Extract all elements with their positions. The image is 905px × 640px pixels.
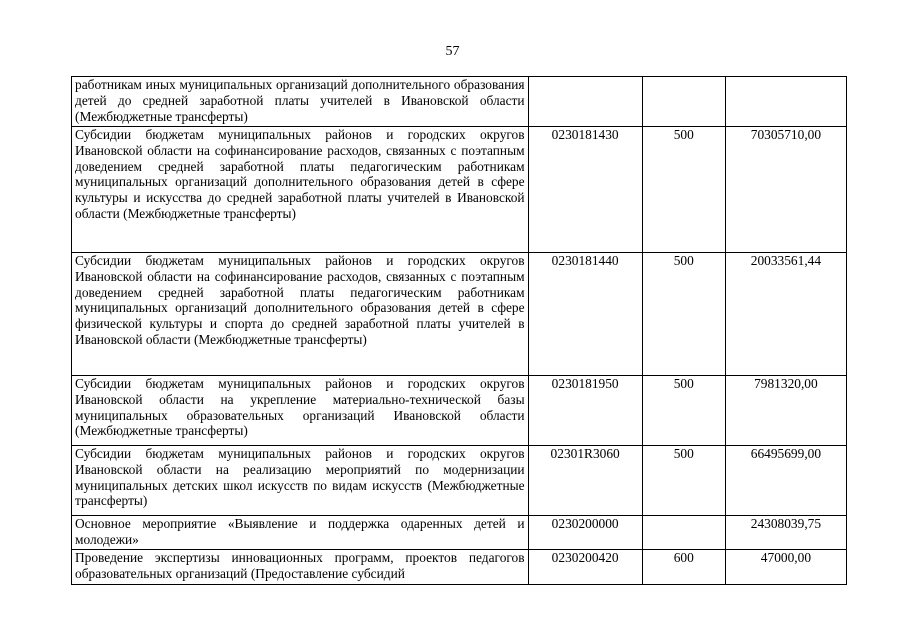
row-sum-cell: 24308039,75 [725,516,846,550]
row-code-cell: 0230181440 [528,253,642,376]
row-sum-cell [725,77,846,127]
row-code-cell: 0230200420 [528,550,642,585]
row-type-cell: 500 [642,376,725,446]
row-code-cell: 0230181430 [528,127,642,253]
row-type-cell: 500 [642,446,725,516]
row-type-cell: 500 [642,253,725,376]
row-sum-cell: 66495699,00 [725,446,846,516]
budget-table [71,76,847,585]
row-name-cell: Основное мероприятие «Выявление и поддержка одаренных детей и молодежи» [72,516,529,550]
row-code-cell: 0230200000 [528,516,642,550]
row-sum-cell: 7981320,00 [725,376,846,446]
row-sum-cell: 70305710,00 [725,127,846,253]
row-name-cell: Субсидии бюджетам муниципальных районов и городских округов Ивановской области на укрепление материально-технической базы муниципальных образовательных организаций Ивановской области (Межбюджетные трансферты) [72,376,529,446]
page-number: 57 [445,44,460,59]
table-row [72,253,847,376]
row-name-cell: Субсидии бюджетам муниципальных районов и городских округов Ивановской области на софинансирование расходов, связанных с поэтапным доведением средней заработной платы педагогическим работникам муниципальных организаций дополнительного образования детей в сфере физической культуры и спорта до средней заработной платы учителей в Ивановской области (Межбюджетные трансферты) [72,253,529,376]
table-row [72,77,847,127]
row-code-cell: 02301R3060 [528,446,642,516]
table-row [72,446,847,516]
row-type-cell [642,77,725,127]
row-sum-cell: 20033561,44 [725,253,846,376]
row-name-cell: работникам иных муниципальных организаций дополнительного образования детей до средней заработной платы учителей в Ивановской области (Межбюджетные трансферты) [72,77,529,127]
row-code-cell [528,77,642,127]
row-type-cell: 500 [642,127,725,253]
row-code-cell: 0230181950 [528,376,642,446]
row-name-cell: Проведение экспертизы инновационных программ, проектов педагогов образовательных организаций (Предоставление субсидий [72,550,529,585]
row-sum-cell: 47000,00 [725,550,846,585]
row-type-cell: 600 [642,550,725,585]
row-name-cell: Субсидии бюджетам муниципальных районов и городских округов Ивановской области на реализацию мероприятий по модернизации муниципальных детских школ искусств по видам искусств (Межбюджетные трансферты) [72,446,529,516]
row-name-cell: Субсидии бюджетам муниципальных районов и городских округов Ивановской области на софинансирование расходов, связанных с поэтапным доведением средней заработной платы педагогическим работникам муниципальных организаций дополнительного образования детей в сфере культуры и искусства до средней заработной платы учителей в Ивановской области (Межбюджетные трансферты) [72,127,529,253]
table-row [72,550,847,585]
table-row [72,376,847,446]
table-row [72,516,847,550]
table-row [72,127,847,253]
row-type-cell [642,516,725,550]
